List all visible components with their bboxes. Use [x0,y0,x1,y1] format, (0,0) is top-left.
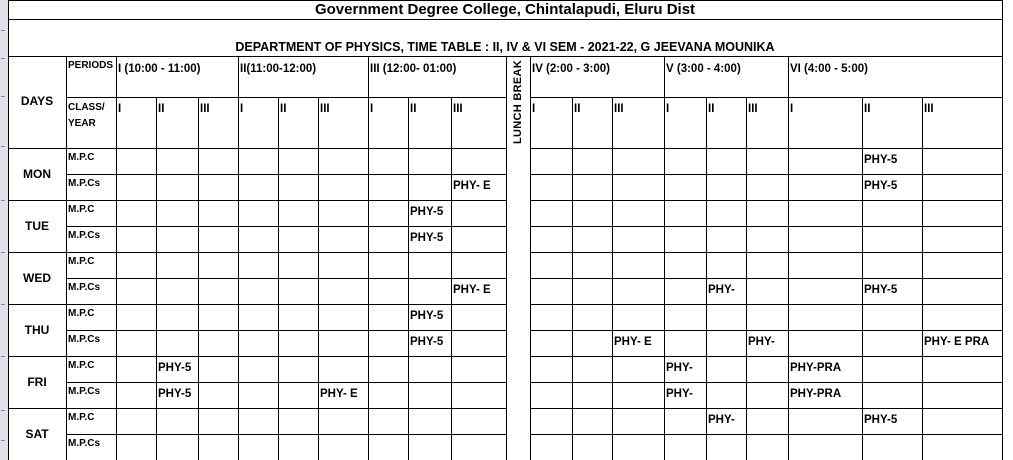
schedule-cell[interactable]: PHY-5 [410,206,444,218]
class-year-header[interactable]: CLASS/ [68,102,105,113]
year-subheader[interactable]: II [864,103,871,115]
schedule-cell[interactable]: PHY-5 [158,362,192,374]
schedule-cell[interactable]: PHY- E PRA [924,336,990,348]
class-label[interactable]: M.P.Cs [68,386,101,397]
year-subheader[interactable]: III [614,103,624,115]
class-label[interactable]: M.P.C [68,204,95,215]
year-subheader[interactable]: I [240,103,244,115]
schedule-cell[interactable]: PHY- [708,414,735,426]
year-subheader[interactable]: I [532,103,536,115]
year-subheader[interactable]: I [370,103,374,115]
schedule-cell[interactable]: PHY- [748,336,775,348]
period-header[interactable]: VI (4:00 - 5:00) [790,63,868,75]
year-subheader[interactable]: II [708,103,715,115]
schedule-cell[interactable]: PHY- E [320,388,358,400]
schedule-cell[interactable]: PHY-5 [410,232,444,244]
year-subheader[interactable]: III [924,103,934,115]
class-label[interactable]: M.P.Cs [68,282,101,293]
schedule-cell[interactable]: PHY-5 [158,388,192,400]
class-label[interactable]: M.P.C [68,412,95,423]
day-label[interactable]: TUE [25,219,49,233]
schedule-cell[interactable]: PHY- E [453,180,491,192]
schedule-cell[interactable]: PHY- [708,284,735,296]
period-header[interactable]: IV (2:00 - 3:00) [532,63,610,75]
day-label[interactable]: THU [24,323,50,337]
year-subheader[interactable]: I [118,103,122,115]
schedule-cell[interactable]: PHY- E [453,284,491,296]
lunch-break-text: LUNCH BREAK [512,60,524,144]
period-header[interactable]: I (10:00 - 11:00) [118,63,201,75]
day-label[interactable]: FRI [27,375,47,389]
schedule-cell[interactable]: PHY- [666,362,693,374]
page-title: Government Degree College, Chintalapudi, Eluru Dist [314,1,696,18]
year-subheader[interactable]: II [158,103,165,115]
schedule-cell[interactable]: PHY-5 [864,180,898,192]
class-label[interactable]: M.P.C [68,360,95,371]
year-subheader[interactable]: III [453,103,463,115]
schedule-cell[interactable]: PHY-5 [864,414,898,426]
period-header[interactable]: V (3:00 - 4:00) [666,63,741,75]
schedule-cell[interactable]: PHY-5 [410,336,444,348]
class-label[interactable]: M.P.Cs [68,438,101,449]
class-label[interactable]: M.P.C [68,152,95,163]
period-header[interactable]: II(11:00-12:00) [240,63,317,75]
year-subheader[interactable]: I [666,103,670,115]
class-label[interactable]: M.P.Cs [68,178,101,189]
schedule-cell[interactable]: PHY-5 [864,154,898,166]
class-year-header-2[interactable]: YEAR [68,118,96,129]
schedule-cell[interactable]: PHY-PRA [790,362,842,374]
year-subheader[interactable]: I [790,103,794,115]
year-subheader[interactable]: II [410,103,417,115]
lunch-break-label [506,56,530,148]
year-subheader[interactable]: II [280,103,287,115]
periods-header[interactable]: PERIODS [68,60,114,71]
day-label[interactable]: SAT [25,427,49,441]
page-subtitle: DEPARTMENT OF PHYSICS, TIME TABLE : II, IV & VI SEM - 2021-22, G JEEVANA MOUNIKA [235,40,775,54]
day-label[interactable]: MON [23,167,51,181]
year-subheader[interactable]: III [320,103,330,115]
schedule-cell[interactable]: PHY-5 [864,284,898,296]
schedule-cell[interactable]: PHY- [666,388,693,400]
period-header[interactable]: III (12:00- 01:00) [370,63,457,75]
class-label[interactable]: M.P.C [68,308,95,319]
class-label[interactable]: M.P.C [68,256,95,267]
class-label[interactable]: M.P.Cs [68,230,101,241]
class-label[interactable]: M.P.Cs [68,334,101,345]
year-subheader[interactable]: III [200,103,210,115]
day-label[interactable]: WED [23,271,51,285]
schedule-cell[interactable]: PHY- E [614,336,652,348]
year-subheader[interactable]: II [574,103,581,115]
year-subheader[interactable]: III [748,103,758,115]
schedule-cell[interactable]: PHY-PRA [790,388,842,400]
schedule-cell[interactable]: PHY-5 [410,310,444,322]
days-header[interactable]: DAYS [20,94,54,106]
